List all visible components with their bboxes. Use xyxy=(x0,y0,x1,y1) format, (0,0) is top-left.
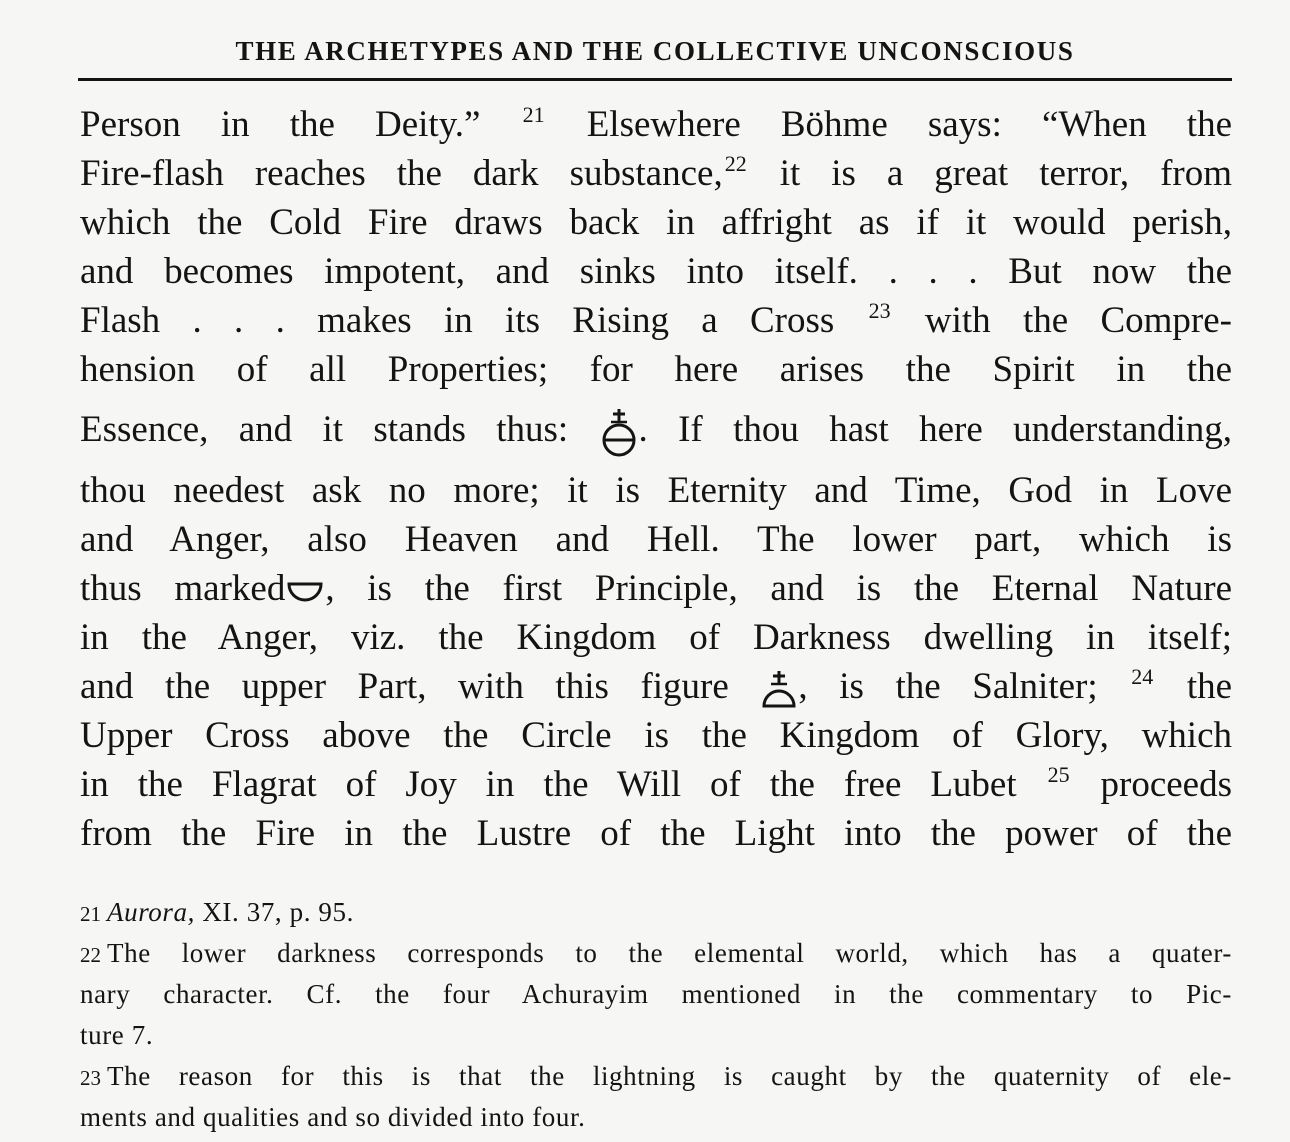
text-line-11: in the Anger, viz. the Kingdom of Darkness dwelling in itself; xyxy=(80,617,1232,658)
footnote-ref-23[interactable]: 23 xyxy=(868,298,891,323)
text-line-7 xyxy=(80,394,1232,466)
text-span: it is a great terror, from xyxy=(779,153,1233,194)
footnote-22-line-2: nary character. Cf. the four Achurayim mentioned in the commentary to Pic- xyxy=(80,979,1232,1009)
footnote-ref-24[interactable]: 24 xyxy=(1131,664,1154,689)
text-line-1 xyxy=(80,100,1232,149)
header-rule xyxy=(78,78,1232,81)
text-span: , is the first Principle, and is the Eternal Nature xyxy=(325,568,1232,609)
running-head: THE ARCHETYPES AND THE COLLECTIVE UNCONSCIOUS xyxy=(235,36,1075,66)
text-span: Person in the Deity.” xyxy=(80,104,481,145)
footnote-ref-25[interactable]: 25 xyxy=(1047,762,1070,787)
footnote-number: 23 xyxy=(80,1066,101,1090)
text-span: thus marked xyxy=(80,568,286,609)
footnote-title: Aurora, xyxy=(107,897,195,927)
footnote-text: The reason for this is that the lightning is caught by the quaternity of ele- xyxy=(107,1061,1232,1091)
text-span: Flash . . . makes in its Rising a Cross xyxy=(80,300,835,341)
text-span: , is the Salniter; xyxy=(798,666,1098,707)
lower-semicircle-icon xyxy=(285,579,325,605)
text-span: . If thou hast here understanding, xyxy=(638,409,1233,450)
footnote-23-line-1 xyxy=(80,1056,1232,1097)
footnote-ref-21[interactable]: 21 xyxy=(522,102,545,127)
text-line-13: Upper Cross above the Circle is the Kingdom of Glory, which xyxy=(80,715,1232,756)
text-span: with the Compre- xyxy=(924,300,1232,341)
text-line-8: thou needest ask no more; it is Eternity and Time, God in Love xyxy=(80,470,1232,511)
text-span: Elsewhere Böhme says: “When the xyxy=(586,104,1233,145)
text-line-10 xyxy=(80,564,1232,613)
text-span: Essence, and it stands thus: xyxy=(80,409,569,450)
text-line-9: and Anger, also Heaven and Hell. The lower part, which is xyxy=(80,519,1232,560)
text-line-4: and becomes impotent, and sinks into itself. . . . But now the xyxy=(80,251,1232,292)
text-line-2 xyxy=(80,149,1232,198)
footnote-ref-22[interactable]: 22 xyxy=(724,151,747,176)
text-span: and the upper Part, with this figure xyxy=(80,666,729,707)
footnote-number: 21 xyxy=(80,902,101,926)
footnotes xyxy=(80,892,1232,1138)
text-span: Fire-flash reaches the dark substance, xyxy=(80,153,723,194)
cross-over-upper-semicircle-icon xyxy=(760,670,798,710)
footnote-text: The lower darkness corresponds to the elemental world, which has a quater- xyxy=(107,938,1232,968)
cross-over-divided-circle-icon xyxy=(599,407,639,459)
footnote-number: 22 xyxy=(80,943,101,967)
text-span: proceeds xyxy=(1100,764,1233,805)
text-line-15: from the Fire in the Lustre of the Light into the power of the xyxy=(80,813,1232,854)
footnote-text: XI. 37, p. 95. xyxy=(202,897,354,927)
text-line-6: hension of all Properties; for here arises the Spirit in the xyxy=(80,349,1232,390)
text-line-14 xyxy=(80,760,1232,809)
footnote-22-line-3: ture 7. xyxy=(80,1020,154,1050)
footnote-22-line-1 xyxy=(80,933,1232,974)
footnote-23-line-2: ments and qualities and so divided into four. xyxy=(80,1102,586,1132)
text-line-12 xyxy=(80,662,1232,711)
text-line-3: which the Cold Fire draws back in affright as if it would perish, xyxy=(80,202,1232,243)
text-line-5 xyxy=(80,296,1232,345)
text-span: in the Flagrat of Joy in the Will of the free Lubet xyxy=(80,764,1017,805)
footnote-21 xyxy=(80,892,1232,933)
body-text xyxy=(80,100,1232,858)
text-span: the xyxy=(1186,666,1233,707)
